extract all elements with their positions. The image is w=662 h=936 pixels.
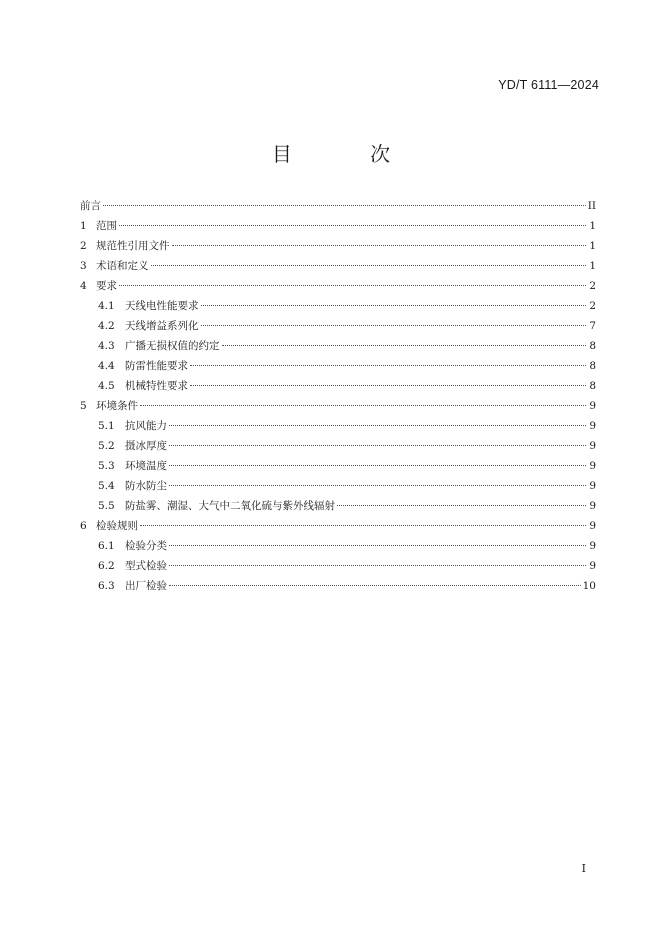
toc-entry[interactable]: [80, 196, 596, 216]
toc-entry-number: 2: [80, 240, 87, 252]
toc-entry[interactable]: [80, 396, 596, 416]
toc-title: 目 次: [271, 142, 427, 166]
toc-entry-page: 1: [589, 260, 596, 272]
toc-entry-label: 要求: [96, 280, 117, 292]
toc-entry[interactable]: [80, 436, 596, 456]
dot-leader: [190, 365, 586, 366]
toc-entry-number: 5: [80, 400, 87, 412]
dot-leader: [201, 325, 587, 326]
dot-leader: [119, 225, 586, 226]
dot-leader: [169, 465, 586, 466]
toc-entry-number: 5.4: [98, 480, 115, 492]
toc-entry-page: 1: [589, 220, 596, 232]
toc-entry-page: 8: [589, 360, 596, 372]
toc-entry-page: 9: [589, 440, 596, 452]
toc-entry-label: 出厂检验: [125, 580, 167, 592]
toc-entry-page: 9: [589, 400, 596, 412]
toc-entry-page: 9: [589, 500, 596, 512]
toc-entry[interactable]: [80, 536, 596, 556]
toc-entry-number: 5.3: [98, 460, 115, 472]
toc-entry-label: 机械特性要求: [125, 380, 188, 392]
toc-entry[interactable]: [80, 316, 596, 336]
toc-entry-label: 天线增益系列化: [125, 320, 199, 332]
dot-leader: [337, 505, 586, 506]
toc-entry-number: 3: [80, 260, 87, 272]
toc-entry[interactable]: [80, 496, 596, 516]
toc-entry[interactable]: [80, 276, 596, 296]
toc-entry[interactable]: [80, 296, 596, 316]
toc-entry[interactable]: [80, 556, 596, 576]
toc-entry-page: 2: [589, 280, 596, 292]
dot-leader: [103, 205, 586, 206]
toc-entry-page: 2: [589, 300, 596, 312]
toc-entry-label: 抗风能力: [125, 420, 167, 432]
toc-entry-number: 4.5: [98, 380, 115, 392]
toc-entry-label: 防盐雾、潮湿、大气中二氧化硫与紫外线辐射: [125, 500, 335, 512]
dot-leader: [169, 485, 586, 486]
page-number: I: [581, 862, 586, 875]
dot-leader: [140, 405, 586, 406]
toc-entry-label: 防雷性能要求: [125, 360, 188, 372]
toc-entry-page: 8: [589, 380, 596, 392]
dot-leader: [169, 445, 586, 446]
toc-entry-page: 9: [589, 560, 596, 572]
toc-entry-number: 4.1: [98, 300, 115, 312]
toc-entry-page: 8: [589, 340, 596, 352]
toc-entry-page: 10: [582, 580, 596, 592]
toc-entry-number: 6.1: [98, 540, 115, 552]
toc-entry-page: 9: [589, 540, 596, 552]
toc-entry[interactable]: [80, 236, 596, 256]
toc-entry[interactable]: [80, 376, 596, 396]
toc-entry-page: 9: [589, 460, 596, 472]
dot-leader: [190, 385, 586, 386]
toc-entry-label: 广播无损权值的约定: [125, 340, 220, 352]
toc-entry-label: 型式检验: [125, 560, 167, 572]
toc-entry-number: 4.2: [98, 320, 115, 332]
document-code: YD/T 6111—2024: [498, 78, 599, 92]
toc-entry-page: 9: [589, 420, 596, 432]
toc-entry-page: II: [587, 200, 596, 212]
toc-entry-label: 防水防尘: [125, 480, 167, 492]
toc-entry-label: 检验规则: [96, 520, 138, 532]
toc-entry-number: 5.1: [98, 420, 115, 432]
toc-entry-number: 4: [80, 280, 87, 292]
toc-entry-number: 6.2: [98, 560, 115, 572]
dot-leader: [169, 545, 586, 546]
toc-entry-label: 环境温度: [125, 460, 167, 472]
toc-entry[interactable]: [80, 456, 596, 476]
toc-entry[interactable]: [80, 216, 596, 236]
toc-entry-number: 6: [80, 520, 87, 532]
toc-entry[interactable]: [80, 336, 596, 356]
dot-leader: [201, 305, 587, 306]
dot-leader: [151, 265, 587, 266]
toc-entry[interactable]: [80, 356, 596, 376]
dot-leader: [169, 585, 581, 586]
toc-entry-number: 4.3: [98, 340, 115, 352]
toc-entry-number: 6.3: [98, 580, 115, 592]
dot-leader: [172, 245, 587, 246]
dot-leader: [169, 425, 586, 426]
toc-entry-label: 检验分类: [125, 540, 167, 552]
toc-entry-label: 规范性引用文件: [96, 240, 170, 252]
toc-entry-label: 摄冰厚度: [125, 440, 167, 452]
dot-leader: [222, 345, 587, 346]
toc-entry-page: 9: [589, 480, 596, 492]
toc-entry-page: 7: [589, 320, 596, 332]
toc-entry[interactable]: [80, 416, 596, 436]
toc-entry[interactable]: [80, 256, 596, 276]
toc-entry-label: 术语和定义: [96, 260, 149, 272]
table-of-contents: [80, 196, 596, 596]
toc-entry[interactable]: [80, 516, 596, 536]
toc-entry-label: 天线电性能要求: [125, 300, 199, 312]
toc-entry-number: 5.5: [98, 500, 115, 512]
dot-leader: [119, 285, 586, 286]
toc-entry-number: 5.2: [98, 440, 115, 452]
toc-entry[interactable]: [80, 576, 596, 596]
toc-entry-label: 前言: [80, 200, 101, 212]
dot-leader: [169, 565, 586, 566]
toc-entry[interactable]: [80, 476, 596, 496]
toc-entry-page: 9: [589, 520, 596, 532]
dot-leader: [140, 525, 586, 526]
toc-entry-page: 1: [589, 240, 596, 252]
toc-entry-number: 1: [80, 220, 87, 232]
toc-entry-label: 环境条件: [96, 400, 138, 412]
toc-entry-number: 4.4: [98, 360, 115, 372]
toc-entry-label: 范围: [96, 220, 117, 232]
